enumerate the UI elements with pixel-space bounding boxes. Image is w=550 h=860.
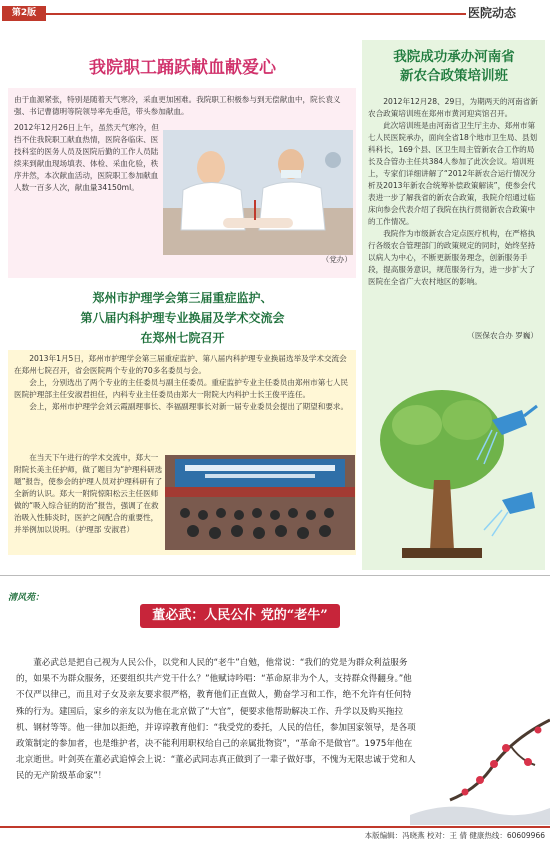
nursing-meeting-photo: [165, 455, 355, 550]
plum-blossom-icon: [410, 700, 550, 825]
article-blood-lead: 由于血源紧张，特别是随着天气寒冷，采血更加困难。我院职工积极参与到无偿献血中，院长袁义强、书记曹德明等院领导率先垂范，带头参加献血。: [14, 95, 341, 116]
article-nursing-para4: 在当天下午进行的学术交流中，郑大一附院长美主任护师，做了题目为“护理科研选题”报告，使参会的护理人员对护理科研有了全新的认识。郑大一附院惊阳松云主任医师做的“吸入综合征的防治”报告，强调了在救治吸入性肺炎时，医护之间配合的重要性，并举例加以说明。（护理部 安淑君）: [14, 453, 163, 534]
article-nursing-para3: 会上，郑州市护理学会刘云霞副理事长、李福副理事长对新一届专业委员会提出了期望和要求。: [29, 402, 349, 411]
footer-rule: [0, 826, 550, 828]
article-blood-body: 2012年12月26日上午，虽然天气寒冷，但挡不住我院职工献血热情，医院各临床、医技科室的医务人员及医院后勤的工作人员陆续来到献血现场填表、体检、采血化验，秩序井然，本次献血活动，医院职工参加献血人数一百多人次，献血量34150ml。: [14, 123, 159, 192]
footer-credits: 本版编辑：冯晓燕 校对：王 倩 健康热线：60609966: [364, 831, 545, 840]
article-ncms-title-line1: 我院成功承办河南省: [393, 49, 515, 65]
article-nursing-title-line3: 在郑州七院召开: [140, 331, 225, 345]
article-ncms-para3: 我院作为市级新农合定点医疗机构，在严格执行各级农合管理部门的政策规定的同时，始终坚持以病人为中心，不断更新服务理念，创新服务手段，提高服务意识，规范服务行为，进一步扩大了医院在全省广大农村地区的影响。: [368, 229, 536, 286]
article-ncms-para1: 2012年12月28、29日，为期两天的河南省新农合政策培训班在郑州市黄河迎宾馆召开。: [368, 97, 538, 118]
section-divider: [0, 575, 550, 576]
column-label: 清风苑：: [8, 593, 45, 603]
blood-donation-photo: [163, 130, 353, 255]
tree-watering-can-illustration: [372, 380, 542, 565]
article-nursing-title-line1: 郑州市护理学会第三届重症监护、: [92, 291, 273, 305]
edition-badge: 第2版: [2, 6, 46, 21]
blood-donation-illustration: [163, 130, 353, 255]
article-nursing-title: [10, 288, 355, 348]
article-nursing-title-line2: 第八届内科护理专业换届及学术交流会: [80, 311, 285, 325]
article-ncms-title: [365, 48, 543, 86]
article-blood-signature: （党办）: [321, 255, 352, 264]
article-ncms-para2: 此次培训班是由河南省卫生厅主办、郑州市第七人民医院承办，面向全省18个地市卫生局、县划科科长，169个县、区卫生局主管新农合工作的局长及合管办主任共384人参加了此次会议。培训班上，专家们详细讲解了“2012年新农合运行情况分析及2013年新农合统筹补偿政策解读”，使参会代表进一步了解我省的新农合政策，我院介绍通过临床向参会代表介绍了我院在执行贯彻新农合政策中的工作情况。: [368, 121, 538, 226]
article-dong-title: 董必武：人民公仆 党的“老牛”: [152, 608, 328, 623]
article-ncms-body: [368, 96, 540, 288]
article-nursing-para1: 2013年1月5日，郑州市护理学会第三届重症监护、第八届内科护理专业换届选举及学术交流会在郑州七院召开，省会医院两个专业的70多名委员与会。: [14, 354, 347, 375]
section-title: 医院动态: [468, 6, 517, 20]
meeting-hall-illustration: [165, 455, 355, 550]
article-nursing-para2: 会上，分别选出了两个专业的主任委员与副主任委员。重症监护专业主任委员由郑州市第七人民医院护理部主任安淑君担任，内科专业主任委员由郑大一附院大内科护士长王俊平连任。: [14, 378, 349, 399]
article-ncms-signature: （医保农合办 罗巍）: [467, 331, 538, 340]
tree-icon: [372, 380, 542, 565]
header-rule: [46, 13, 466, 15]
article-dong-body: 董必武总是把自己视为人民公仆，以党和人民的“老牛”自勉，他常说：“我们的党是为群众利益服务的，如果不为群众服务，还要组织共产党干什么？”他赋诗吟唱：“革命原非为个人，支持群众得翻身。”他不仅严以律己，而且对子女及亲友要求很严格，教育他们正直做人，勤奋学习和工作，绝不允许有任何特殊的行为。建国后，家乡的亲友以为他在北京做了“大官”，便要求他帮助解决工作、升学以及购买拖拉机、钢材等等。他一律加以拒绝，并谆谆教育他们：“我受党的委托，人民的信任，参加国家领导，是各项政策制定的参加者，也是维护者，决不能利用职权给自己的亲属批物资”，“革命不是做官”。1975年他在北京逝世。叶剑英在董必武追悼会上说：“董必武同志真正做到了一辈子做好事，不愧为无限忠诚于党和人民的无产阶级革命家”！: [16, 658, 416, 782]
article-ncms-title-line2: 新农合政策培训班: [400, 68, 508, 84]
plum-blossom-illustration: [410, 700, 550, 825]
article-nursing-intro: [14, 353, 352, 413]
article-blood-title: [10, 53, 355, 78]
article-blood-title-text: 我院职工踊跃献血献爱心: [89, 58, 276, 78]
